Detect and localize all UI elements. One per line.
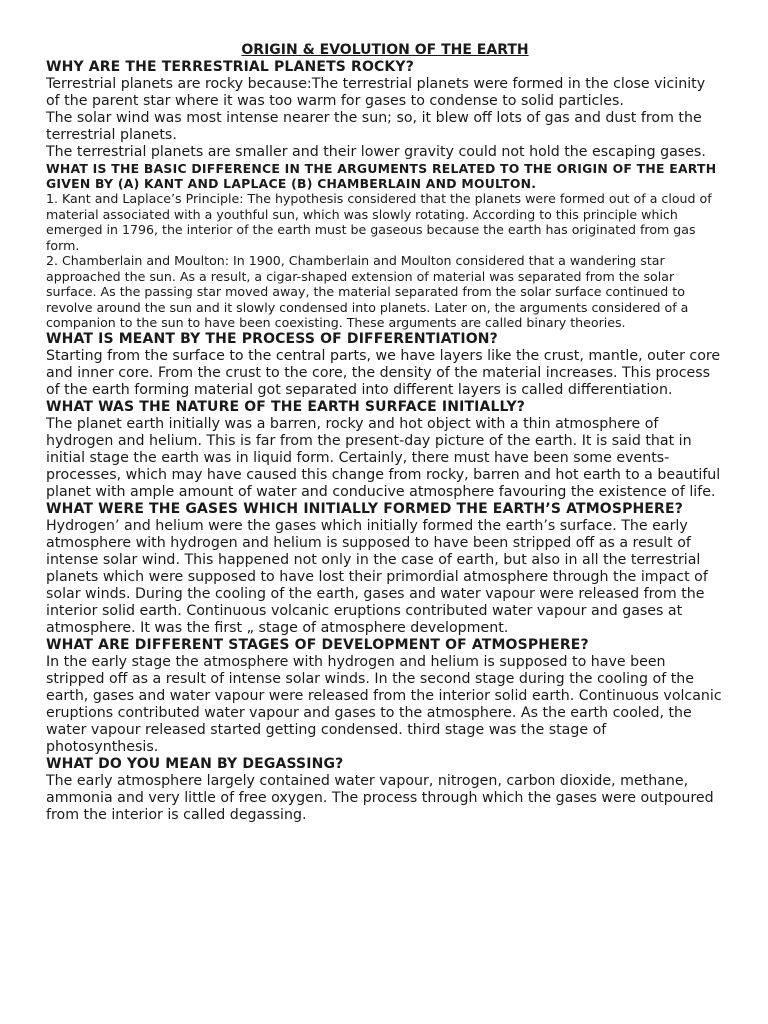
answer-paragraph: 1. Kant and Laplace’s Principle: The hypothesis considered that the planets were formed out of a cloud of material associated with a youthful sun, which was slowly rotating. According to this principle which emerged in 1796, the interior of the earth must be gaseous because the earth has originated from gas form.	[46, 191, 712, 253]
question-heading: WHAT WAS THE NATURE OF THE EARTH SURFACE INITIALLY?	[46, 398, 526, 415]
answer-paragraph: In the early stage the atmosphere with hydrogen and helium is supposed to have been stripped off as a result of intense solar winds. In the second stage during the cooling of the earth, gases and water vapour were released from the interior solid earth. Continuous volcanic eruptions contributed water vapour and gases to the atmosphere. As the earth cooled, the water vapour released started getting condensed. third stage was the stage of photosynthesis.	[46, 653, 722, 755]
question-heading: WHAT IS MEANT BY THE PROCESS OF DIFFERENTIATION?	[46, 330, 498, 347]
answer-paragraph: Starting from the surface to the central parts, we have layers like the crust, mantle, outer core and inner core. From the crust to the core, the density of the material increases. This process of the earth forming material got separated into different layers is called differentiation.	[46, 347, 721, 398]
question-heading: WHY ARE THE TERRESTRIAL PLANETS ROCKY?	[46, 59, 414, 75]
answer-paragraph: Terrestrial planets are rocky because:The terrestrial planets were formed in the close vicinity of the parent star where it was too warm for gases to condense to solid particles.	[46, 76, 706, 109]
question-heading: WHAT DO YOU MEAN BY DEGASSING?	[46, 755, 344, 772]
question-heading: WHAT ARE DIFFERENT STAGES OF DEVELOPMENT OF ATMOSPHERE?	[46, 636, 589, 653]
document-title: ORIGIN & EVOLUTION OF THE EARTH	[241, 42, 529, 58]
answer-paragraph: The terrestrial planets are smaller and their lower gravity could not hold the escaping gases.	[46, 144, 706, 160]
question-heading: WHAT WERE THE GASES WHICH INITIALLY FORMED THE EARTH’S ATMOSPHERE?	[46, 500, 683, 517]
answer-paragraph: The early atmosphere largely contained water vapour, nitrogen, carbon dioxide, methane, ammonia and very little of free oxygen. The process through which the gases were outpoured from the interior is called degassing.	[46, 772, 714, 823]
answer-paragraph: The solar wind was most intense nearer the sun; so, it blew off lots of gas and dust from the terrestrial planets.	[46, 110, 702, 143]
answer-paragraph: 2. Chamberlain and Moulton: In 1900, Chamberlain and Moulton considered that a wandering star approached the sun. As a result, a cigar-shaped extension of material was separated from the solar surface. As the passing star moved away, the material separated from the solar surface continued to revolve around the sun and it slowly condensed into planets. Later on, the arguments considered of a companion to the sun to have been coexisting. These arguments are called binary theories.	[46, 253, 689, 330]
answer-paragraph: The planet earth initially was a barren, rocky and hot object with a thin atmosphere of hydrogen and helium. This is far from the present-day picture of the earth. It is said that in initial stage the earth was in liquid form. Certainly, there must have been some events- processes, which may have caused this change from rocky, barren and hot earth to a beautiful planet with ample amount of water and conducive atmosphere favouring the existence of life.	[46, 415, 721, 500]
question-heading: WHAT IS THE BASIC DIFFERENCE IN THE ARGUMENTS RELATED TO THE ORIGIN OF THE EARTH GIVEN BY (A) KANT AND LAPLACE (B) CHAMBERLAIN AND MOULTON.	[46, 161, 717, 191]
answer-paragraph: Hydrogen’ and helium were the gases which initially formed the earth’s surface. The early atmosphere with hydrogen and helium is supposed to have been stripped off as a result of intense solar wind. This happened not only in the case of earth, but also in all the terrestrial planets which were supposed to have lost their primordial atmosphere through the impact of solar winds. During the cooling of the earth, gases and water vapour were released from the interior solid earth. Continuous volcanic eruptions contributed water vapour and gases at atmosphere. It was the first „ stage of atmosphere development.	[46, 517, 708, 636]
document-page	[46, 42, 722, 824]
